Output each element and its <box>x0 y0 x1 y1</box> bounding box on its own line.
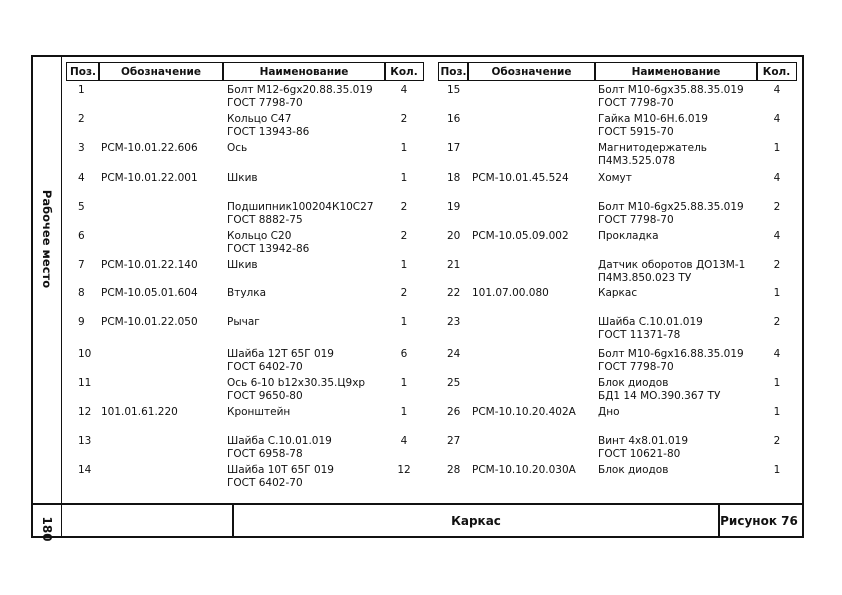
row-position: 22 <box>447 287 461 299</box>
row-standard: ГОСТ 7798-70 <box>598 214 674 226</box>
row-quantity: 12 <box>397 464 411 476</box>
row-quantity: 1 <box>400 172 408 184</box>
row-name: Прокладка <box>598 230 659 242</box>
row-name: Рычаг <box>227 316 260 328</box>
row-quantity: 1 <box>400 316 408 328</box>
row-standard: ГОСТ 7798-70 <box>227 97 303 109</box>
row-designation: 101.07.00.080 <box>472 287 549 299</box>
row-name: Шайба 12Т 65Г 019 <box>227 348 334 360</box>
row-name: Винт 4x8.01.019 <box>598 435 688 447</box>
row-name: Ось 6-10 b12x30.35.Ц9хр <box>227 377 366 389</box>
row-designation: РСМ-10.10.20.030А <box>472 464 576 476</box>
row-quantity: 1 <box>773 287 781 299</box>
row-quantity: 4 <box>773 348 781 360</box>
row-name: Кольцо С20 <box>227 230 292 242</box>
row-position: 17 <box>447 142 461 154</box>
header-pos: Поз. <box>66 62 100 81</box>
row-name: Хомут <box>598 172 632 184</box>
row-quantity: 2 <box>400 113 408 125</box>
page-number: 180 <box>40 516 54 542</box>
row-position: 9 <box>78 316 85 328</box>
row-name: Гайка М10-6Н.6.019 <box>598 113 708 125</box>
row-name: Датчик оборотов ДО13М-1 <box>598 259 746 271</box>
row-name: Магнитодержатель <box>598 142 707 154</box>
side-divider <box>33 503 62 505</box>
row-position: 2 <box>78 113 85 125</box>
row-standard: ГОСТ 6402-70 <box>227 477 303 489</box>
row-designation: РСМ-10.01.22.606 <box>101 142 198 154</box>
row-quantity: 4 <box>773 84 781 96</box>
header-qty: Кол. <box>384 62 424 81</box>
row-position: 26 <box>447 406 461 418</box>
row-designation: РСМ-10.01.22.140 <box>101 259 198 271</box>
row-designation: РСМ-10.10.20.402А <box>472 406 576 418</box>
row-position: 21 <box>447 259 461 271</box>
side-column <box>33 57 62 542</box>
row-position: 10 <box>78 348 92 360</box>
row-quantity: 4 <box>773 113 781 125</box>
row-quantity: 6 <box>400 348 408 360</box>
row-name: Блок диодов <box>598 464 669 476</box>
row-quantity: 4 <box>400 84 408 96</box>
row-quantity: 2 <box>773 201 781 213</box>
row-standard: ГОСТ 9650-80 <box>227 390 303 402</box>
row-name: Каркас <box>598 287 638 299</box>
row-position: 7 <box>78 259 85 271</box>
row-standard: ГОСТ 13942-86 <box>227 243 310 255</box>
row-designation: РСМ-10.05.01.604 <box>101 287 198 299</box>
row-standard: П4М3.525.078 <box>598 155 676 167</box>
row-designation: РСМ-10.01.45.524 <box>472 172 569 184</box>
row-name: Болт М10-6gx16.88.35.019 <box>598 348 744 360</box>
row-quantity: 2 <box>400 201 408 213</box>
row-quantity: 4 <box>773 230 781 242</box>
row-standard: ГОСТ 11371-78 <box>598 329 681 341</box>
row-standard: П4М3.850.023 ТУ <box>598 272 692 284</box>
row-standard: БД1 14 МО.390.367 ТУ <box>598 390 721 402</box>
header-name: Наименование <box>222 62 386 81</box>
row-name: Дно <box>598 406 620 418</box>
row-standard: ГОСТ 7798-70 <box>598 361 674 373</box>
row-position: 23 <box>447 316 461 328</box>
row-position: 5 <box>78 201 85 213</box>
row-quantity: 1 <box>773 377 781 389</box>
row-position: 8 <box>78 287 85 299</box>
row-position: 13 <box>78 435 92 447</box>
row-standard: ГОСТ 6402-70 <box>227 361 303 373</box>
row-position: 12 <box>78 406 92 418</box>
row-position: 18 <box>447 172 461 184</box>
row-standard: ГОСТ 10621-80 <box>598 448 681 460</box>
row-position: 27 <box>447 435 461 447</box>
row-quantity: 2 <box>400 230 408 242</box>
row-name: Болт М10-6gx35.88.35.019 <box>598 84 744 96</box>
row-quantity: 2 <box>773 259 781 271</box>
row-standard: ГОСТ 7798-70 <box>598 97 674 109</box>
drawing-title: Каркас <box>232 505 720 536</box>
row-name: Болт М12-6gx20.88.35.019 <box>227 84 373 96</box>
row-quantity: 1 <box>773 142 781 154</box>
row-quantity: 1 <box>400 142 408 154</box>
row-position: 25 <box>447 377 461 389</box>
row-name: Шайба 10Т 65Г 019 <box>227 464 334 476</box>
header-qty: Кол. <box>756 62 797 81</box>
row-quantity: 2 <box>773 316 781 328</box>
row-name: Шкив <box>227 172 258 184</box>
row-quantity: 2 <box>400 287 408 299</box>
header-code: Обозначение <box>467 62 596 81</box>
row-quantity: 1 <box>400 259 408 271</box>
row-position: 11 <box>78 377 92 389</box>
row-standard: ГОСТ 8882-75 <box>227 214 303 226</box>
row-position: 19 <box>447 201 461 213</box>
row-position: 15 <box>447 84 461 96</box>
row-designation: РСМ-10.01.22.050 <box>101 316 198 328</box>
row-position: 20 <box>447 230 461 242</box>
row-name: Подшипник100204К10С27 <box>227 201 374 213</box>
row-quantity: 4 <box>400 435 408 447</box>
row-standard: ГОСТ 5915-70 <box>598 126 674 138</box>
row-position: 6 <box>78 230 85 242</box>
header-name: Наименование <box>594 62 758 81</box>
row-quantity: 1 <box>400 377 408 389</box>
row-position: 1 <box>78 84 85 96</box>
row-name: Болт М10-6gx25.88.35.019 <box>598 201 744 213</box>
row-position: 24 <box>447 348 461 360</box>
row-standard: ГОСТ 6958-78 <box>227 448 303 460</box>
row-standard: ГОСТ 13943-86 <box>227 126 310 138</box>
row-quantity: 4 <box>773 172 781 184</box>
workplace-title: Рабочее место <box>40 189 54 289</box>
row-designation: 101.01.61.220 <box>101 406 178 418</box>
row-position: 28 <box>447 464 461 476</box>
figure-label: Рисунок 76 <box>720 513 798 528</box>
row-position: 4 <box>78 172 85 184</box>
row-quantity: 1 <box>773 406 781 418</box>
row-position: 3 <box>78 142 85 154</box>
row-position: 14 <box>78 464 92 476</box>
row-name: Шайба С.10.01.019 <box>227 435 332 447</box>
row-name: Блок диодов <box>598 377 669 389</box>
row-quantity: 1 <box>773 464 781 476</box>
row-name: Кронштейн <box>227 406 291 418</box>
row-name: Шкив <box>227 259 258 271</box>
row-quantity: 2 <box>773 435 781 447</box>
row-designation: РСМ-10.01.22.001 <box>101 172 198 184</box>
header-code: Обозначение <box>98 62 224 81</box>
row-name: Кольцо С47 <box>227 113 292 125</box>
row-quantity: 1 <box>400 406 408 418</box>
row-position: 16 <box>447 113 461 125</box>
header-pos: Поз. <box>438 62 469 81</box>
title-block <box>62 503 802 536</box>
row-name: Шайба С.10.01.019 <box>598 316 703 328</box>
row-designation: РСМ-10.05.09.002 <box>472 230 569 242</box>
row-name: Ось <box>227 142 248 154</box>
row-name: Втулка <box>227 287 267 299</box>
